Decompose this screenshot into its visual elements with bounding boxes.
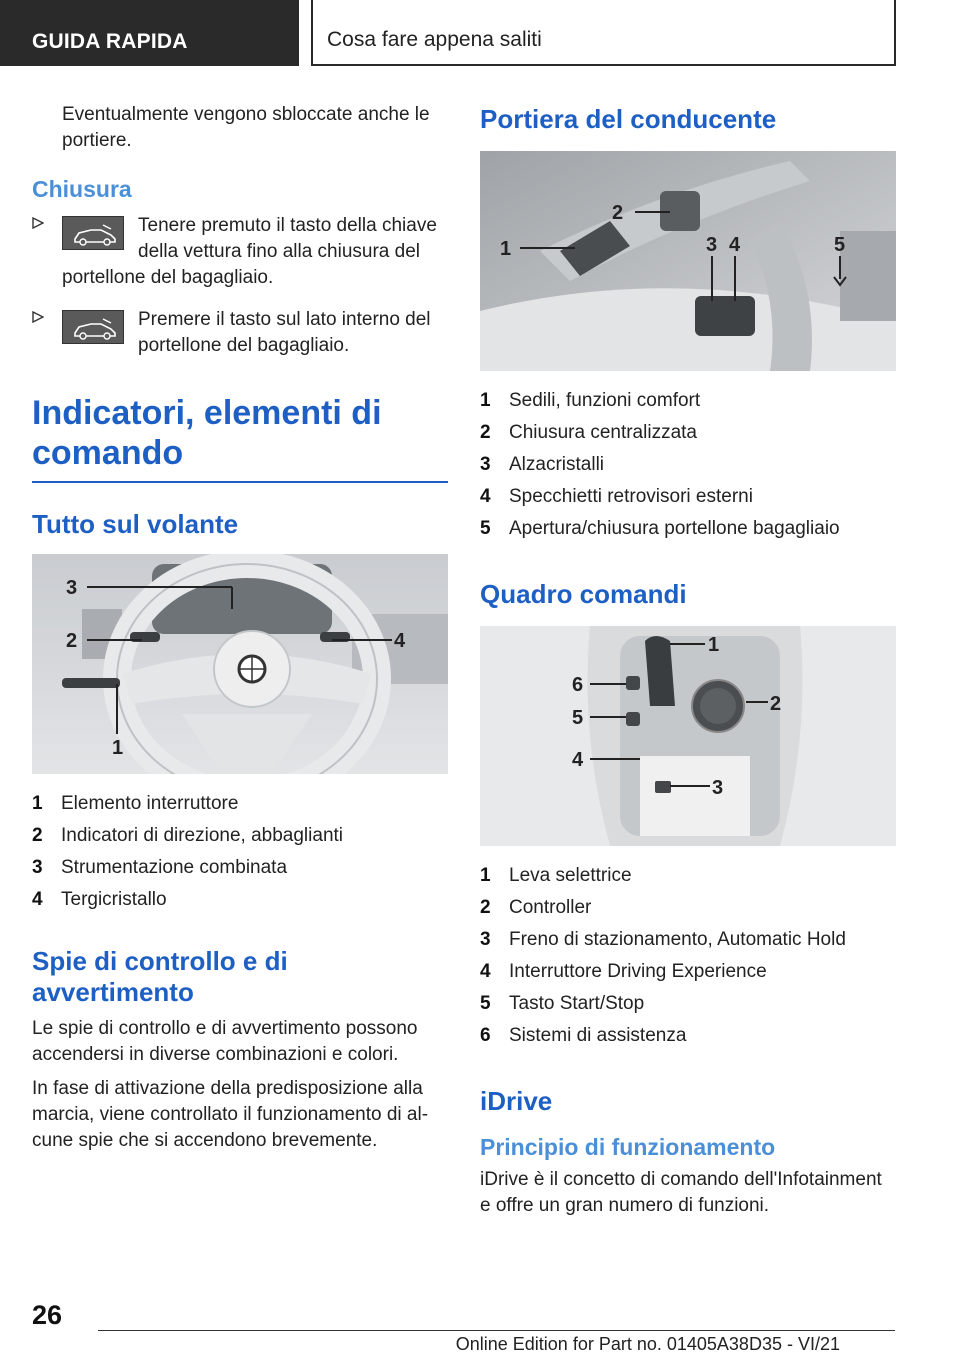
- idrive-heading: iDrive: [480, 1086, 553, 1116]
- quadro-legend: [480, 860, 896, 1052]
- volante-heading: Tutto sul volante: [32, 509, 239, 539]
- callout-2: 2: [66, 630, 78, 652]
- list-item: 2 Chiusura centralizzata: [480, 422, 697, 443]
- callout-3: 3: [706, 234, 718, 256]
- list-item: 4 Interruttore Driving Experience: [480, 961, 767, 982]
- car-trunk-key-icon: [62, 310, 124, 344]
- chiusura-bullet-1: [32, 213, 448, 291]
- list-item: 4 Tergicristallo: [32, 889, 167, 910]
- list-item: 1 Leva selettrice: [480, 865, 632, 886]
- chiusura-bullet-1-text: Tenere premuto il tasto della chiave della vettura fino alla chiusura del portellone del bagagliaio.: [62, 215, 437, 288]
- footer-rule: [98, 1330, 895, 1331]
- intro-paragraph: Eventualmente vengono sbloccate anche le portiere.: [62, 104, 430, 151]
- list-item: 6 Sistemi di assistenza: [480, 1025, 687, 1046]
- driver-door-illustration: [480, 151, 896, 371]
- idrive-paragraph: iDrive è il concetto di comando dell'Infotainment e offre un gran numero di funzioni.: [480, 1169, 882, 1216]
- callout-3: 3: [712, 777, 724, 799]
- callout-2: 2: [770, 693, 782, 715]
- list-item: 2 Indicatori di direzione, abbaglianti: [32, 825, 344, 846]
- main-section-heading: Indicatori, elementi di comando: [32, 394, 382, 472]
- chapter-title: Cosa fare appena saliti: [311, 0, 896, 66]
- driver-door-figure: [480, 151, 896, 371]
- bullet-triangle-icon: [32, 311, 44, 323]
- list-item: 1 Sedili, funzioni comfort: [480, 390, 701, 411]
- steering-wheel-illustration: [32, 554, 448, 774]
- car-trunk-key-icon: [62, 216, 124, 250]
- chiusura-bullet-2: [32, 307, 448, 359]
- callout-5: 5: [834, 234, 846, 256]
- portiera-legend: [480, 385, 896, 545]
- callout-1: 1: [112, 737, 124, 759]
- page-header: [0, 0, 960, 66]
- spie-paragraph-2: In fase di attivazione della predisposizione alla marcia, viene controllato il funzionamento di al-cune spie che si accendono brevemente.: [32, 1078, 429, 1151]
- center-console-illustration: [480, 626, 896, 846]
- callout-3: 3: [66, 577, 78, 599]
- list-item: 2 Controller: [480, 897, 592, 918]
- heading-rule: [32, 481, 448, 483]
- callout-4: 4: [729, 234, 741, 256]
- portiera-heading: Portiera del conducente: [480, 104, 777, 134]
- callout-1: 1: [500, 238, 512, 260]
- list-item: 5 Tasto Start/Stop: [480, 993, 645, 1014]
- callout-6: 6: [572, 674, 584, 696]
- callout-1: 1: [708, 634, 720, 656]
- callout-4: 4: [394, 630, 406, 652]
- steering-wheel-figure: [32, 554, 448, 774]
- spie-heading: Spie di controllo e di avvertimento: [32, 946, 288, 1007]
- callout-2: 2: [612, 202, 624, 224]
- spie-paragraph-1: Le spie di controllo e di avvertimento possono accendersi in diverse combinazioni e colori.: [32, 1018, 418, 1065]
- quadro-heading: Quadro comandi: [480, 579, 687, 609]
- callout-4: 4: [572, 749, 584, 771]
- callout-5: 5: [572, 707, 584, 729]
- bullet-triangle-icon: [32, 217, 44, 229]
- list-item: 3 Alzacristalli: [480, 454, 605, 475]
- section-tab: GUIDA RAPIDA: [0, 0, 299, 66]
- volante-legend: [32, 788, 448, 916]
- page-number: 26: [32, 1300, 63, 1330]
- edition-footer: Online Edition for Part no. 01405A38D35 - VI/21: [455, 1334, 840, 1354]
- idrive-subheading: Principio di funzionamento: [480, 1134, 776, 1160]
- right-column: [480, 90, 896, 1227]
- chiusura-bullet-2-text: Premere il tasto sul lato interno del portellone del bagagliaio.: [138, 309, 431, 356]
- list-item: 5 Apertura/chiusura portellone bagagliaio: [480, 518, 840, 539]
- list-item: 3 Freno di stazionamento, Automatic Hold: [480, 929, 846, 950]
- list-item: 3 Strumentazione combinata: [32, 857, 288, 878]
- left-column: [32, 90, 448, 1162]
- center-console-figure: [480, 626, 896, 846]
- chiusura-heading: Chiusura: [32, 176, 132, 202]
- list-item: 1 Elemento interruttore: [32, 793, 239, 814]
- list-item: 4 Specchietti retrovisori esterni: [480, 486, 753, 507]
